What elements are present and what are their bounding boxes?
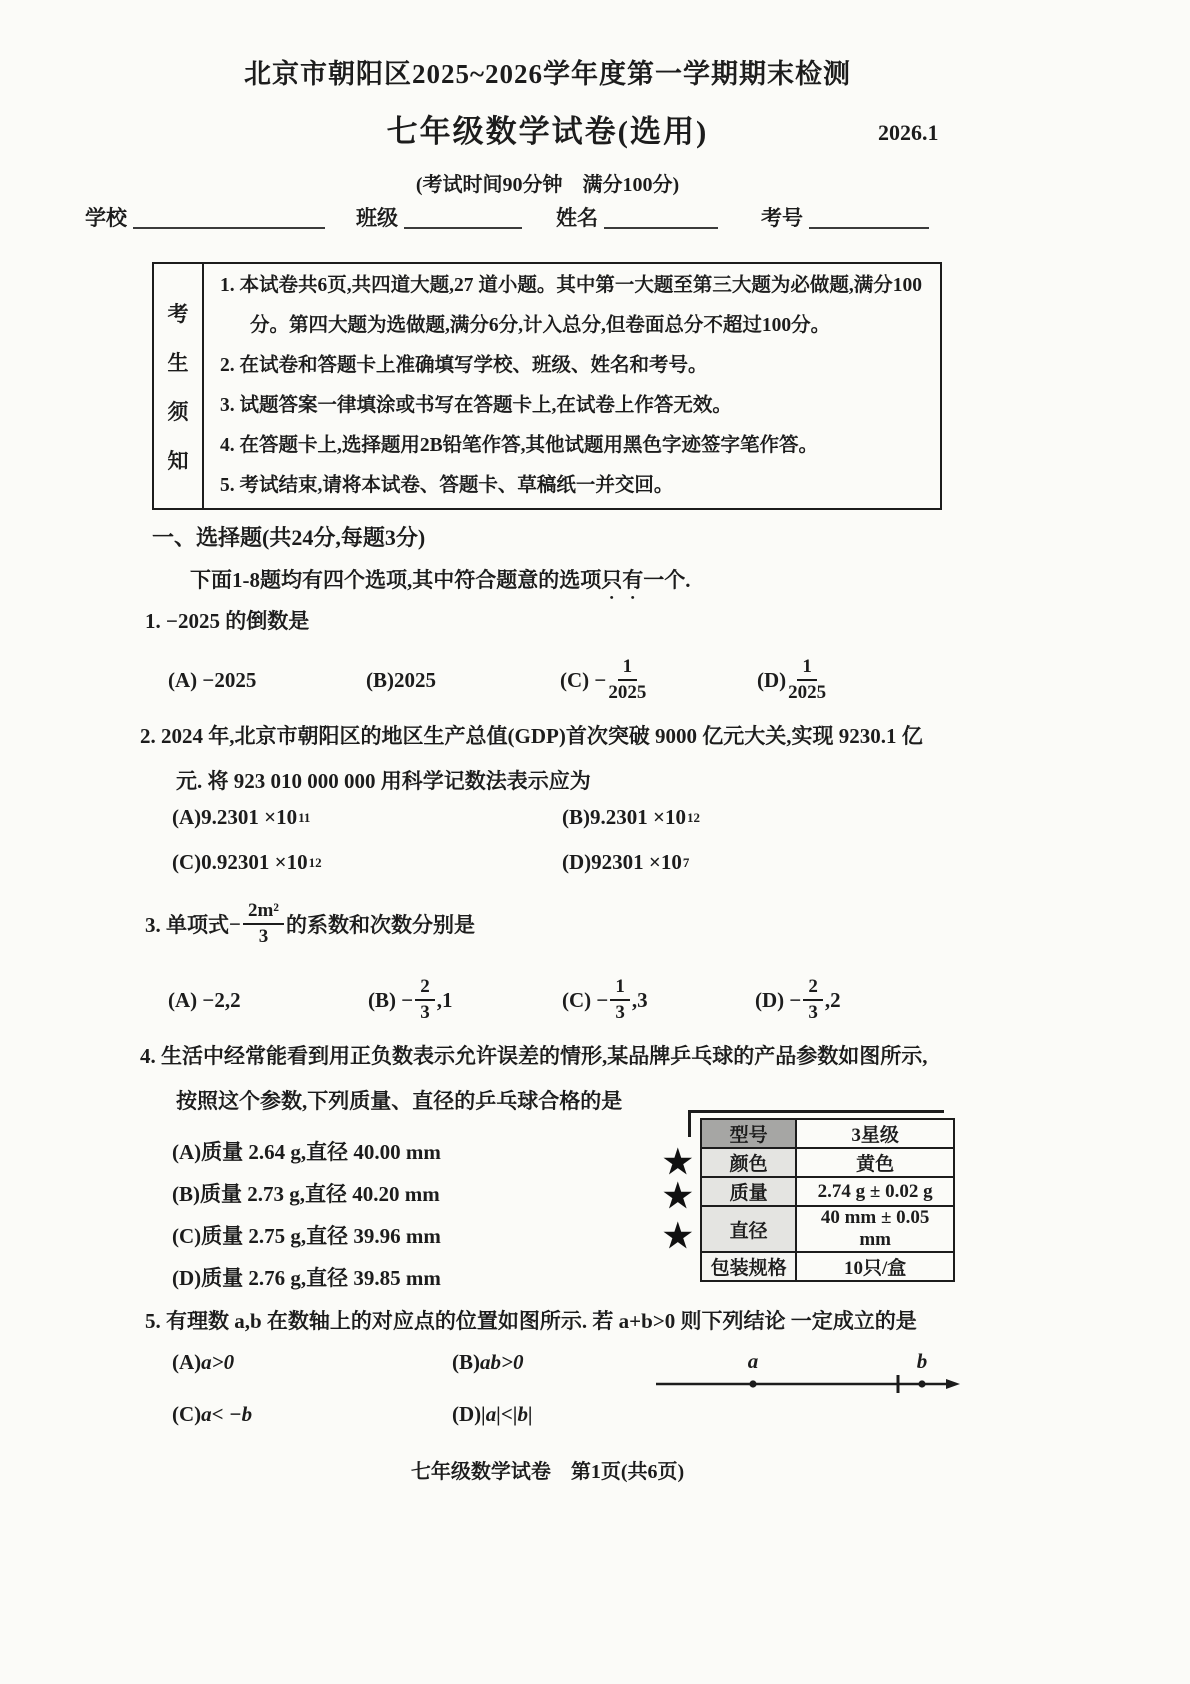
school-label: 学校: [85, 206, 127, 230]
q2-option-c-exponent: 12: [308, 854, 322, 870]
q2-option-c: [172, 850, 322, 875]
q3-option-d: [755, 970, 841, 1030]
page-title: 北京市朝阳区2025~2026学年度第一学期期末检测: [243, 59, 852, 89]
spec-label: 包装规格: [701, 1252, 796, 1281]
q2-option-d-exponent: 7: [682, 854, 690, 870]
q2-option-b-value: 9.2301 ×10: [590, 805, 686, 829]
q4-option-a: (A)质量 2.64 g,直径 40.00 mm: [172, 1140, 441, 1164]
q2-option-d: [562, 850, 689, 875]
instruction-post: 一个.: [643, 568, 691, 592]
table-row: [701, 1148, 954, 1177]
q3-option-a-text: (A) −2,2: [168, 987, 241, 1012]
fraction-numerator: 2: [415, 977, 435, 1001]
q3-option-c-suffix: ,3: [631, 987, 648, 1012]
figure-bracket-top: [688, 1110, 944, 1113]
table-row: [701, 1177, 954, 1206]
q2-option-c-label: (C): [172, 850, 202, 874]
q1-option-c-label: (C) −: [560, 667, 607, 692]
spec-value: 3星级: [796, 1119, 954, 1148]
q2-stem-line2: 元. 将 923 010 000 000 用科学记数法表示应为: [176, 769, 591, 793]
q1-option-c-fraction: [608, 657, 646, 703]
q5-option-d-expr: |a|<|b|: [481, 1402, 533, 1426]
section1-instruction: [190, 564, 691, 604]
q3-option-d-fraction: [803, 977, 823, 1023]
q1-option-d-label: (D): [757, 667, 787, 692]
table-row: [701, 1206, 954, 1252]
spec-label: 直径: [701, 1206, 796, 1252]
q3-option-c-label: (C) −: [562, 987, 609, 1012]
point-a-dot: [749, 1380, 756, 1387]
q1-option-a-text: (A) −2025: [168, 667, 257, 692]
class-field: [356, 202, 522, 232]
pingpong-spec-figure: [655, 1105, 955, 1287]
fraction-denominator: 2025: [608, 682, 647, 703]
q3-option-a: [168, 970, 241, 1030]
star-icon: ★: [663, 1219, 693, 1255]
fraction-numerator: 1: [610, 977, 630, 1001]
q2-option-a: [172, 805, 310, 830]
number-line-diagram: [648, 1348, 968, 1404]
figure-bracket-top-corner: [688, 1110, 691, 1137]
fraction-denominator: 3: [615, 1002, 625, 1023]
q2-option-a-exponent: 11: [298, 809, 311, 825]
q5-option-b-expr: ab>0: [480, 1350, 524, 1374]
spec-label: 型号: [701, 1119, 796, 1148]
school-field: [85, 202, 325, 232]
notice-items: [204, 264, 940, 508]
spec-value: 10只/盒: [796, 1252, 954, 1281]
q5-stem: 5. 有理数 a,b 在数轴上的对应点的位置如图所示. 若 a+b>0 则下列结论 一定成立的是: [145, 1309, 917, 1333]
q5-option-b: [452, 1350, 523, 1375]
notice-side-char: 考: [167, 301, 189, 326]
instruction-emphasis: 只有: [601, 568, 644, 592]
q2-option-c-value: 0.92301 ×10: [201, 850, 308, 874]
q2-option-d-label: (D): [562, 850, 592, 874]
exam-date: 2026.1: [878, 120, 939, 145]
exam-no-blank-line: [809, 207, 929, 229]
q2-option-a-label: (A): [172, 805, 202, 829]
q2-option-b: [562, 805, 700, 830]
table-row: [701, 1119, 954, 1148]
spec-value: 2.74 g ± 0.02 g: [796, 1177, 954, 1206]
fraction-denominator: 3: [808, 1002, 818, 1023]
q2-option-b-label: (B): [562, 805, 590, 829]
spec-label: 质量: [701, 1177, 796, 1206]
exam-no-label: 考号: [761, 206, 803, 230]
q5-option-c-expr: a< −b: [201, 1402, 253, 1426]
q5-option-c-label: (C): [172, 1402, 202, 1426]
name-label: 姓名: [556, 206, 598, 230]
spec-value: 黄色: [796, 1148, 954, 1177]
section1-heading: 一、选择题(共24分,每题3分): [152, 525, 426, 550]
notice-item-5: 5. 考试结束,请将本试卷、答题卡、草稿纸一并交回。: [220, 475, 674, 496]
spec-value: 40 mm ± 0.05 mm: [796, 1206, 954, 1252]
school-blank-line: [133, 207, 325, 229]
q3-option-c-fraction: [610, 977, 630, 1023]
product-spec-table: [700, 1118, 955, 1282]
point-a-label: a: [747, 1349, 759, 1373]
q2-option-a-value: 9.2301 ×10: [201, 805, 298, 829]
table-row: [701, 1252, 954, 1281]
q4-option-c: (C)质量 2.75 g,直径 39.96 mm: [172, 1224, 441, 1248]
notice-side-char: 须: [167, 399, 189, 424]
q5-option-a-expr: a>0: [201, 1350, 235, 1374]
exam-subtitle: 七年级数学试卷(选用): [386, 114, 709, 149]
q5-option-d: [452, 1402, 533, 1427]
fraction-denominator: 3: [420, 1002, 430, 1023]
name-field: [556, 202, 718, 232]
q3-option-d-label: (D) −: [755, 987, 802, 1012]
fraction-numerator: 1: [797, 657, 817, 681]
notice-side-char: 知: [167, 448, 189, 473]
axis-arrow-icon: [946, 1379, 960, 1389]
q4-option-b: (B)质量 2.73 g,直径 40.20 mm: [172, 1182, 440, 1206]
notice-side-char: 生: [167, 350, 189, 375]
notice-item-3: 3. 试题答案一律填涂或书写在答题卡上,在试卷上作答无效。: [220, 395, 732, 416]
q4-stem-line2: 按照这个参数,下列质量、直径的乒乓球合格的是: [176, 1089, 623, 1113]
class-blank-line: [404, 207, 522, 229]
page-footer: 七年级数学试卷 第1页(共6页): [410, 1461, 685, 1483]
fraction-numerator: 2: [803, 977, 823, 1001]
q1-option-d-fraction: [788, 657, 826, 703]
q2-option-d-value: 92301 ×10: [591, 850, 682, 874]
q3-option-d-suffix: ,2: [824, 987, 841, 1012]
q3-stem-fraction: [243, 901, 284, 947]
fraction-denominator: 2025: [788, 682, 827, 703]
q5-option-c: [172, 1402, 252, 1427]
q5-option-a-label: (A): [172, 1350, 202, 1374]
q3-option-c: [562, 970, 648, 1030]
q3-minus-sign: −: [229, 911, 241, 936]
spec-label: 颜色: [701, 1148, 796, 1177]
exam-no-field: [761, 202, 929, 232]
notice-side-label: [154, 264, 204, 508]
q3-stem: [145, 895, 475, 953]
notice-item-4: 4. 在答题卡上,选择题用2B铅笔作答,其他试题用黑色字迹签字笔作答。: [220, 435, 819, 456]
q1-option-b: [366, 650, 436, 710]
q1-option-d: [757, 650, 828, 710]
point-b-label: b: [916, 1349, 928, 1373]
q3-option-b-suffix: ,1: [436, 987, 453, 1012]
fraction-numerator: 1: [618, 657, 638, 681]
q2-option-b-exponent: 12: [686, 809, 700, 825]
exam-info: (考试时间90分钟 满分100分): [415, 174, 680, 196]
q3-option-b-label: (B) −: [368, 987, 414, 1012]
fraction-numerator: 2m²: [243, 901, 284, 925]
q5-option-a: [172, 1350, 234, 1375]
q4-stem-line1: 4. 生活中经常能看到用正负数表示允许误差的情形,某品牌乒乓球的产品参数如图所示,: [140, 1044, 928, 1068]
q5-option-d-label: (D): [452, 1402, 482, 1426]
examinee-notice-box: [152, 262, 942, 510]
q1-stem: 1. −2025 的倒数是: [145, 609, 310, 633]
q3-stem-post: 的系数和次数分别是: [286, 913, 475, 937]
fraction-denominator: 3: [258, 926, 269, 947]
notice-item-1: 1. 本试卷共6页,共四道大题,27 道小题。其中第一大题至第三大题为必做题,满分100 分。第四大题为选做题,满分6分,计入总分,但卷面总分不超过100分。: [220, 275, 923, 336]
q3-option-b-fraction: [415, 977, 435, 1023]
q4-option-d: (D)质量 2.76 g,直径 39.85 mm: [172, 1266, 441, 1290]
q1-option-c: [560, 650, 648, 710]
q3-option-b: [368, 970, 452, 1030]
q5-option-b-label: (B): [452, 1350, 480, 1374]
instruction-pre: 下面1-8题均有四个选项,其中符合题意的选项: [190, 568, 602, 592]
point-b-dot: [918, 1380, 925, 1387]
q2-stem-line1: 2. 2024 年,北京市朝阳区的地区生产总值(GDP)首次突破 9000 亿元大关,实现 9230.1 亿: [140, 724, 923, 748]
star-icon: ★: [663, 1179, 693, 1215]
q1-option-a: [168, 650, 256, 710]
name-blank-line: [604, 207, 718, 229]
star-icon: ★: [663, 1145, 693, 1181]
notice-item-2: 2. 在试卷和答题卡上准确填写学校、班级、姓名和考号。: [220, 355, 708, 376]
q3-stem-pre: 3. 单项式: [145, 913, 229, 937]
class-label: 班级: [356, 206, 398, 230]
q1-option-b-text: (B)2025: [366, 667, 436, 692]
